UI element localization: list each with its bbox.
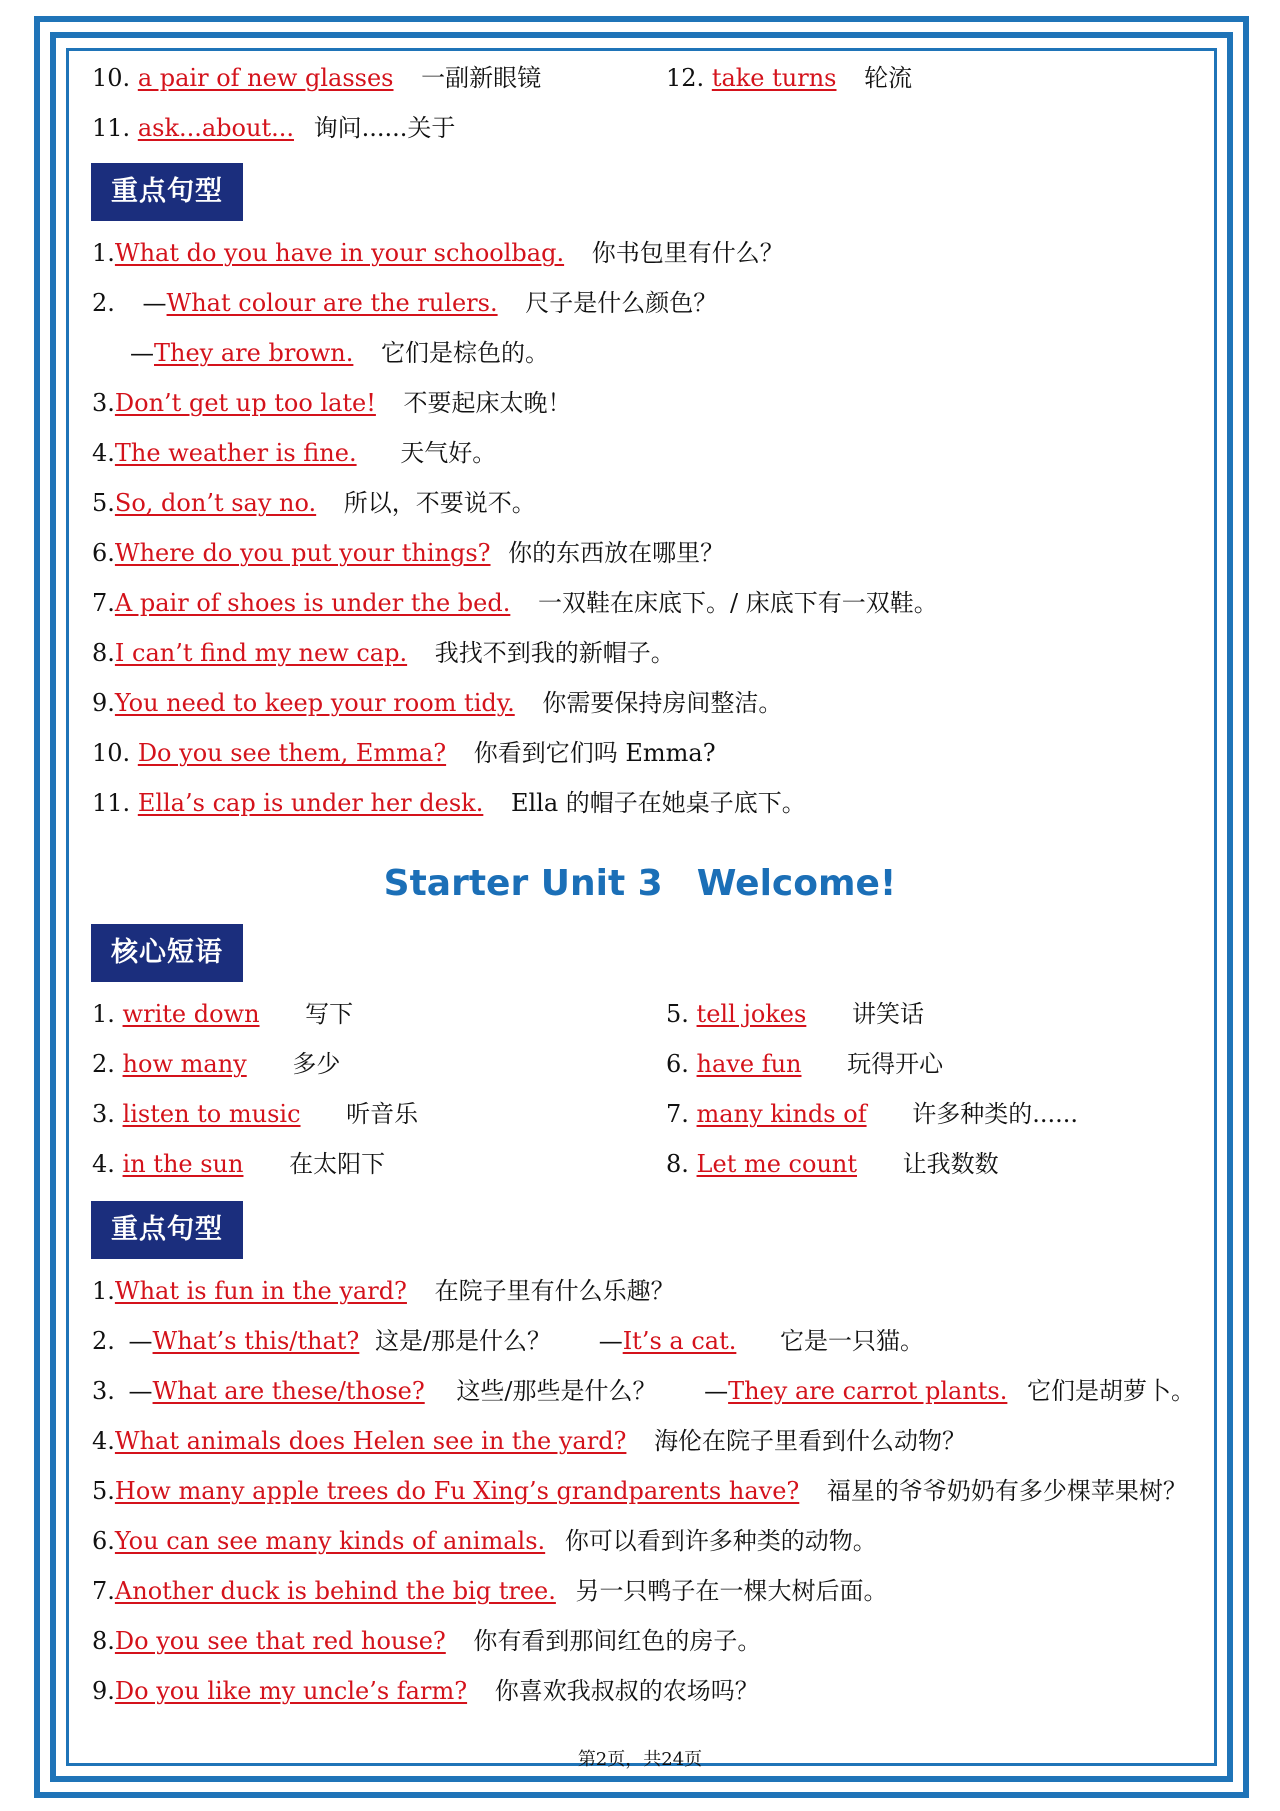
sentence-item: 6.You can see many kinds of animals. 你可以看到许多种类的动物。 [92, 1527, 877, 1555]
phrase-chinese: 一副新眼镜 [421, 64, 542, 92]
sentence-english: What is fun in the yard? [114, 1277, 407, 1305]
sentence-chinese: 它是一只猫。 [780, 1327, 924, 1355]
sentence-chinese: 你看到它们吗 Emma? [473, 739, 716, 767]
sentence-chinese: 另一只鸭子在一棵大树后面。 [575, 1577, 888, 1605]
sentence-item: 8.I can’t find my new cap. 我找不到我的新帽子。 [92, 639, 675, 667]
sentence-english: Do you see them, Emma? [137, 739, 447, 767]
sentence-english: It’s a cat. [622, 1327, 737, 1355]
phrase-english: Let me count [696, 1150, 857, 1178]
phrase-chinese: 许多种类的...... [912, 1100, 1078, 1128]
sentence-item: 4.What animals does Helen see in the yard? 海伦在院子里看到什么动物？ [92, 1427, 967, 1455]
sentence-english: Where do you put your things? [114, 539, 491, 567]
sentence-item: 5.How many apple trees do Fu Xing’s grandparents have? 福星的爷爷奶奶有多少棵苹果树？ [92, 1477, 1187, 1505]
sentence-chinese: 你喜欢我叔叔的农场吗？ [494, 1677, 759, 1705]
phrase-english: write down [122, 1000, 260, 1028]
phrase-chinese: 让我数数 [902, 1150, 999, 1178]
sentence-item: 4.The weather is fine. 天气好。 [92, 439, 497, 467]
sentence-item: 5.So, don’t say no. 所以，不要说不。 [92, 489, 536, 517]
sentence-item: 9.You need to keep your room tidy. 你需要保持房间整洁。 [92, 689, 783, 717]
sentence-english: You need to keep your room tidy. [114, 689, 515, 717]
sentence-english: Ella’s cap is under her desk. [137, 789, 484, 817]
phrase-chinese: 玩得开心 [847, 1050, 944, 1078]
sentence-chinese: 这是/那是什么？ [374, 1327, 552, 1355]
sentence-chinese: 你有看到那间红色的房子。 [473, 1627, 762, 1655]
phrase-item: 6. have fun 玩得开心 [666, 1050, 944, 1078]
sentence-item: 2. —What colour are the rulers. 尺子是什么颜色？ [92, 289, 718, 317]
section-badge-key-sentences: 重点句型 [91, 1201, 243, 1259]
sentence-english: I can’t find my new cap. [114, 639, 408, 667]
phrase-english: ask...about... [137, 114, 294, 142]
sentence-english: The weather is fine. [114, 439, 357, 467]
sentence-item: 11. Ella’s cap is under her desk. Ella 的帽子在她桌子底下。 [92, 789, 806, 817]
phrase-english: many kinds of [696, 1100, 867, 1128]
phrase-chinese: 轮流 [864, 64, 913, 92]
section-badge-key-sentences: 重点句型 [91, 163, 243, 221]
sentence-english: What animals does Helen see in the yard? [114, 1427, 627, 1455]
sentence-chinese: 它们是胡萝卜。 [1027, 1377, 1196, 1405]
sentence-english: What are these/those? [152, 1377, 425, 1405]
phrase-item: 10. a pair of new glasses 一副新眼镜 [92, 64, 542, 92]
sentence-chinese: 海伦在院子里看到什么动物？ [654, 1427, 967, 1455]
sentence-english: How many apple trees do Fu Xing’s grandparents have? [114, 1477, 800, 1505]
phrase-item: 3. listen to music 听音乐 [92, 1100, 419, 1128]
phrase-english: how many [122, 1050, 247, 1078]
sentence-english: So, don’t say no. [114, 489, 317, 517]
sentence-chinese: 福星的爷爷奶奶有多少棵苹果树？ [826, 1477, 1187, 1505]
phrase-english: tell jokes [696, 1000, 807, 1028]
section-badge-core-phrases: 核心短语 [91, 924, 243, 982]
phrase-item: 1. write down 写下 [92, 1000, 354, 1028]
phrase-chinese: 多少 [292, 1050, 341, 1078]
sentence-chinese: 在院子里有什么乐趣？ [434, 1277, 675, 1305]
sentence-item: 2. —What’s this/that? 这是/那是什么？ —It’s a cat. 它是一只猫。 [92, 1327, 924, 1355]
sentence-chinese: 你书包里有什么？ [591, 239, 784, 267]
phrase-chinese: 询问......关于 [313, 114, 456, 142]
sentence-chinese: Ella 的帽子在她桌子底下。 [510, 789, 806, 817]
phrase-item: 2. how many 多少 [92, 1050, 341, 1078]
sentence-english: Do you see that red house? [114, 1627, 446, 1655]
sentence-chinese: 这些/那些是什么？ [456, 1377, 657, 1405]
sentence-english: They are brown. [154, 339, 354, 367]
phrase-english: in the sun [122, 1150, 244, 1178]
phrase-english: listen to music [122, 1100, 301, 1128]
phrase-item: 7. many kinds of 许多种类的...... [666, 1100, 1078, 1128]
sentence-english: What colour are the rulers. [166, 289, 498, 317]
sentence-chinese: 不要起床太晚！ [403, 389, 572, 417]
sentence-item: 6.Where do you put your things? 你的东西放在哪里？ [92, 539, 725, 567]
phrase-item: 12. take turns 轮流 [666, 64, 913, 92]
sentence-item: 1.What do you have in your schoolbag. 你书包里有什么？ [92, 239, 784, 267]
sentence-english: You can see many kinds of animals. [114, 1527, 546, 1555]
phrase-english: a pair of new glasses [137, 64, 394, 92]
sentence-chinese: 它们是棕色的。 [381, 339, 550, 367]
page-number: 第2页，共24页 [577, 1749, 703, 1770]
unit-title: Starter Unit 3 Welcome! [383, 863, 897, 904]
sentence-english: Do you like my uncle’s farm? [114, 1677, 468, 1705]
sentence-item: 9.Do you like my uncle’s farm? 你喜欢我叔叔的农场吗？ [92, 1677, 759, 1705]
phrase-item: 8. Let me count 让我数数 [666, 1150, 999, 1178]
sentence-item: 10. Do you see them, Emma? 你看到它们吗 Emma? [92, 739, 716, 767]
sentence-item: 3. —What are these/those? 这些/那些是什么？ —They are carrot plants. 它们是胡萝卜。 [92, 1377, 1196, 1405]
sentence-chinese: 天气好。 [400, 439, 497, 467]
sentence-chinese: 你的东西放在哪里？ [508, 539, 725, 567]
sentence-chinese: 我找不到我的新帽子。 [434, 639, 675, 667]
sentence-chinese: 所以，不要说不。 [343, 489, 536, 517]
phrase-chinese: 在太阳下 [289, 1150, 386, 1178]
phrase-chinese: 写下 [305, 1000, 354, 1028]
sentence-item: 1.What is fun in the yard? 在院子里有什么乐趣？ [92, 1277, 675, 1305]
sentence-english: They are carrot plants. [728, 1377, 1008, 1405]
sentence-chinese: 你需要保持房间整洁。 [542, 689, 783, 717]
sentence-item: 3.Don’t get up too late! 不要起床太晚！ [92, 389, 572, 417]
phrase-item: 5. tell jokes 讲笑话 [666, 1000, 924, 1028]
sentence-item: 7.Another duck is behind the big tree. 另一只鸭子在一棵大树后面。 [92, 1577, 888, 1605]
sentence-item: 8.Do you see that red house? 你有看到那间红色的房子。 [92, 1627, 762, 1655]
phrase-english: take turns [711, 64, 837, 92]
sentence-english: What’s this/that? [152, 1327, 360, 1355]
phrase-item: 11. ask...about... 询问......关于 [92, 114, 456, 142]
sentence-chinese: 一双鞋在床底下。/ 床底下有一双鞋。 [537, 589, 938, 617]
phrase-english: have fun [696, 1050, 802, 1078]
sentence-english: What do you have in your schoolbag. [114, 239, 565, 267]
phrase-chinese: 听音乐 [346, 1100, 419, 1128]
sentence-english: Don’t get up too late! [114, 389, 376, 417]
sentence-chinese: 你可以看到许多种类的动物。 [564, 1527, 877, 1555]
phrase-chinese: 讲笑话 [851, 1000, 924, 1028]
sentence-item: 7.A pair of shoes is under the bed. 一双鞋在床底下。/ 床底下有一双鞋。 [92, 589, 938, 617]
phrase-item: 4. in the sun 在太阳下 [92, 1150, 386, 1178]
sentence-chinese: 尺子是什么颜色？ [525, 289, 718, 317]
sentence-english: A pair of shoes is under the bed. [114, 589, 511, 617]
sentence-english: Another duck is behind the big tree. [114, 1577, 556, 1605]
sentence-item: —They are brown. 它们是棕色的。 [130, 339, 550, 367]
